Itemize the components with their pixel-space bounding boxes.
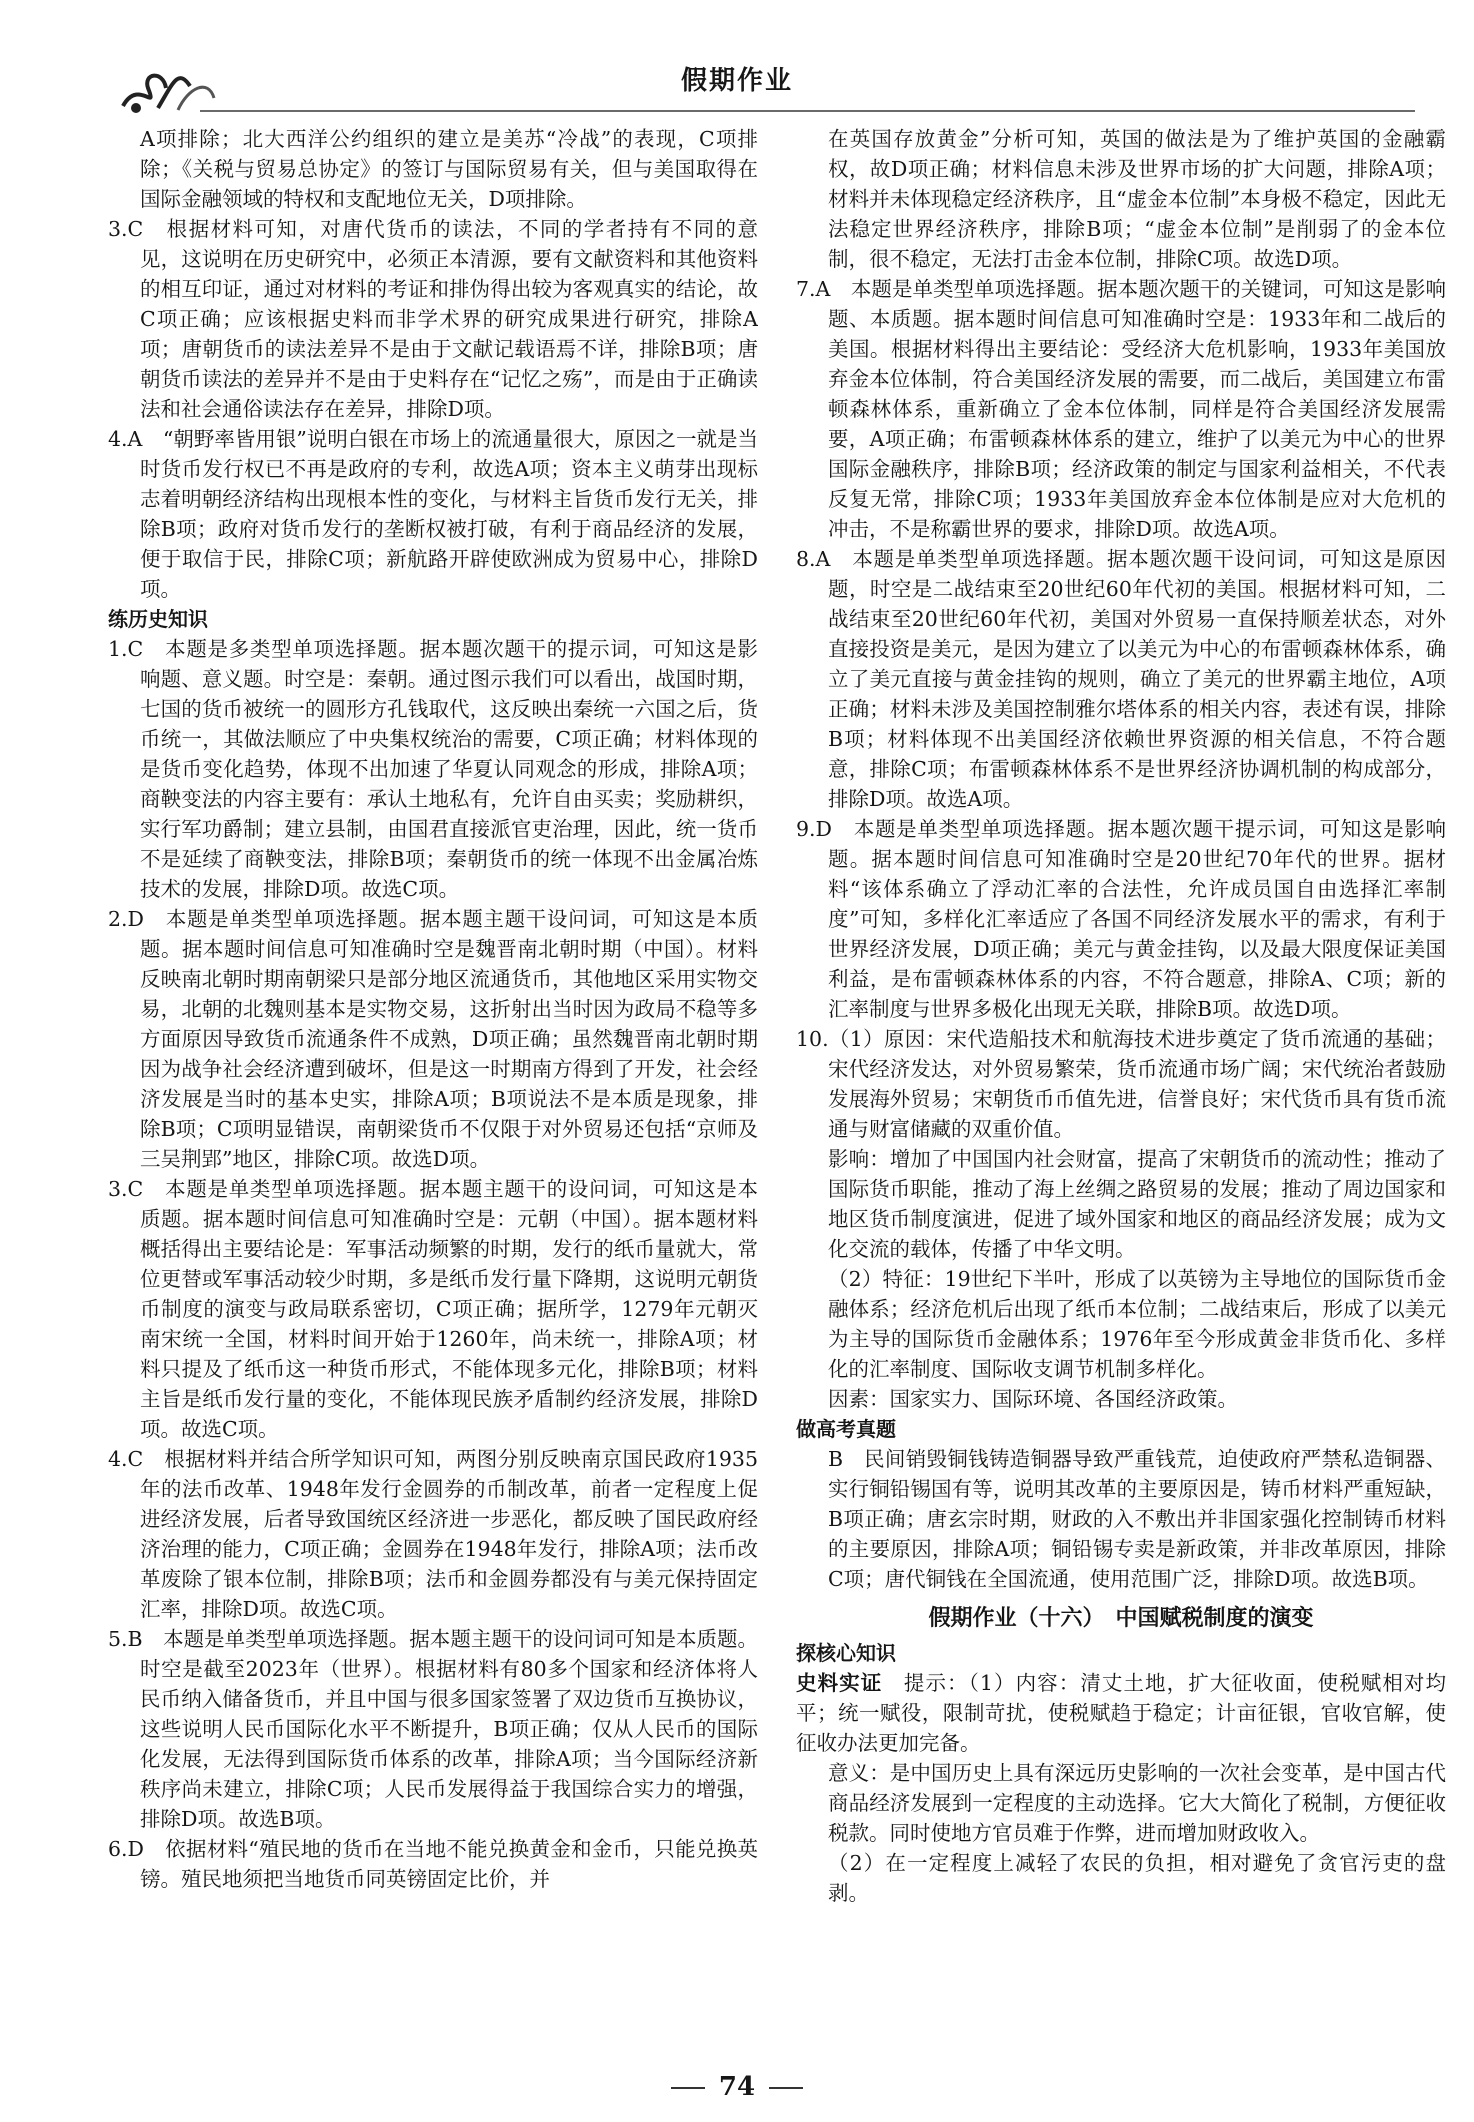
evidence-label: 史料实证 xyxy=(796,1671,883,1695)
practice-answer-6: 6.D 依据材料“殖民地的货币在当地不能兑换黄金和金币，只能兑换英镑。殖民地须把当地货币同英镑固定比价，并 xyxy=(108,1837,758,1891)
header-divider xyxy=(200,110,1415,112)
answer-4: 4.A “朝野率皆用银”说明白银在市场上的流通量很大，原因之一就是当时货币发行权已不再是政府的专利，故选A项；资本主义萌芽出现标志着明朝经济结构出现根本性的变化，与材料主旨货币发行无关，排除B项；政府对货币发行的垄断权被打破，有利于商品经济的发展，便于取信于民，排除C项；新航路开辟使欧洲成为贸易中心，排除D项。 xyxy=(108,427,758,601)
evidence-hint xyxy=(796,1668,1446,1758)
practice-answer-9: 9.D 本题是单类型单项选择题。据本题次题干提示词，可知这是影响题。据本题时间信息可知准确时空是20世纪70年代的世界。据材料“该体系确立了浮动汇率的合法性，允许成员国自由选择汇率制度”可知，多样化汇率适应了各国不同经济发展水平的需求，有利于世界经济发展，D项正确；美元与黄金挂钩，以及最大限度保证美国利益，是布雷顿森林体系的内容，不符合题意，排除A、C项；新的汇率制度与世界多极化出现无关联，排除B项。故选D项。 xyxy=(796,817,1446,1021)
practice-answer-10-factors: 因素：国家实力、国际环境、各国经济政策。 xyxy=(828,1387,1238,1411)
practice-answer-8: 8.A 本题是单类型单项选择题。据本题次题干设问词，可知这是原因题，时空是二战结束至20世纪60年代初的美国。根据材料可知，二战结束至20世纪60年代初，美国对外贸易一直保持顺差状态，对外直接投资是美元，是因为建立了以美元为中心的布雷顿森林体系，确立了美元直接与黄金挂钩的规则，确立了美元的世界霸主地位，A项正确；材料未涉及美国控制雅尔塔体系的相关内容，表述有误，排除B项；材料体现不出美国经济依赖世界资源的相关信息，不符合题意，排除C项；布雷顿森林体系不是世界经济协调机制的构成部分，排除D项。故选A项。 xyxy=(796,547,1446,811)
practice-answer-10-part2: （2）特征：19世纪下半叶，形成了以英镑为主导地位的国际货币金融体系；经济危机后出现了纸币本位制；二战结束后，形成了以美元为主导的国际货币金融体系；1976年至今形成黄金非货币化、多样化的汇率制度、国际收支调节机制多样化。 xyxy=(828,1267,1446,1381)
section-heading-practice: 练历史知识 xyxy=(108,607,208,631)
evidence-part2: （2）在一定程度上减轻了农民的负担，相对避免了贪官污吏的盘剥。 xyxy=(828,1851,1446,1905)
section-heading-core: 探核心知识 xyxy=(796,1641,896,1665)
significance-text: 意义：是中国历史上具有深远历史影响的一次社会变革，是中国古代商品经济发展到一定程度的主动选择。它大大简化了税制，方便征收税款。同时使地方官员难于作弊，进而增加财政收入。 xyxy=(828,1761,1446,1845)
chapter-title: 假期作业（十六） 中国赋税制度的演变 xyxy=(928,1606,1314,1631)
practice-answer-5: 5.B 本题是单类型单项选择题。据本题主题干的设问词可知是本质题。时空是截至2023年（世界）。根据材料有80多个国家和经济体将人民币纳入储备货币，并且中国与很多国家签署了双边货币互换协议，这些说明人民币国际化水平不断提升，B项正确；仅从人民币的国际化发展，无法得到国际货币体系的改革，排除A项；当今国际经济新秩序尚未建立，排除C项；人民币发展得益于我国综合实力的增强，排除D项。故选B项。 xyxy=(108,1627,758,1831)
answer-3: 3.C 根据材料可知，对唐代货币的读法，不同的学者持有不同的意见，这说明在历史研究中，必须正本清源，要有文献资料和其他资料的相互印证，通过对材料的考证和排伪得出较为客观真实的结论，故C项正确；应该根据史料而非学术界的研究成果进行研究，排除A项；唐朝货币的读法差异不是由于文献记载语焉不详，排除B项；唐朝货币读法的差异并不是由于史料存在“记忆之殇”，而是由于正确读法和社会通俗读法存在差异，排除D项。 xyxy=(108,217,758,421)
practice-answer-10-impact: 影响：增加了中国国内社会财富，提高了宋朝货币的流动性；推动了国际货币职能，推动了海上丝绸之路贸易的发展；推动了周边国家和地区货币制度演进，促进了域外国家和地区的商品经济发展；成为文化交流的载体，传播了中华文明。 xyxy=(828,1147,1446,1261)
page-header xyxy=(0,0,1474,120)
answer-continuation: A项排除；北大西洋公约组织的建立是美苏“冷战”的表现，C项排除；《关税与贸易总协定》的签订与国际贸易有关，但与美国取得在国际金融领域的特权和支配地位无关，D项排除。 xyxy=(140,127,758,211)
practice-answer-7: 7.A 本题是单类型单项选择题。据本题次题干的关键词，可知这是影响题、本质题。据本题时间信息可知准确时空是：1933年和二战后的美国。根据材料得出主要结论：受经济大危机影响，1933年美国放弃金本位体制，符合美国经济发展的需要，而二战后，美国建立布雷顿森林体系，重新确立了金本位体制，同样是符合美国经济发展需要，A项正确；布雷顿森林体系的建立，维护了以美元为中心的世界国际金融秩序，排除B项；经济政策的制定与国家利益相关，不代表反复无常，排除C项；1933年美国放弃金本位体制是应对大危机的冲击，不是称霸世界的要求，排除D项。故选A项。 xyxy=(796,277,1446,541)
page-title: 假期作业 xyxy=(680,66,793,96)
section-heading-exam: 做高考真题 xyxy=(796,1417,896,1441)
practice-answer-2: 2.D 本题是单类型单项选择题。据本题主题干设问词，可知这是本质题。据本题时间信息可知准确时空是魏晋南北朝时期（中国）。材料反映南北朝时期南朝梁只是部分地区流通货币，其他地区采用实物交易，北朝的北魏则基本是实物交易，这折射出当时因为政局不稳等多方面原因导致货币流通条件不成熟，D项正确；虽然魏晋南北朝时期因为战争社会经济遭到破坏，但是这一时期南方得到了开发，社会经济发展是当时的基本史实，排除A项；B项说法不是本质是现象，排除B项；C项明显错误，南朝梁货币不仅限于对外贸易还包括“京师及三吴荆郢”地区，排除C项。故选D项。 xyxy=(108,907,758,1171)
exam-answer: B 民间销毁铜钱铸造铜器导致严重钱荒，迫使政府严禁私造铜器、实行铜铅锡国有等，说明其改革的主要原因是，铸币材料严重短缺，B项正确；唐玄宗时期，财政的入不敷出并非国家强化控制铸币材料的主要原因，排除A项；铜铅锡专卖是新政策，并非改革原因，排除C项；唐代铜钱在全国流通，使用范围广泛，排除D项。故选B项。 xyxy=(828,1447,1446,1591)
page-footer xyxy=(0,2072,1474,2102)
answer-6-continuation: 在英国存放黄金”分析可知，英国的做法是为了维护英国的金融霸权，故D项正确；材料信息未涉及世界市场的扩大问题，排除A项；材料并未体现稳定经济秩序，且“虚金本位制”本身极不稳定，因此无法稳定世界经济秩序，排除B项；“虚金本位制”是削弱了的金本位制，很不稳定，无法打击金本位制，排除C项。故选D项。 xyxy=(828,127,1446,271)
left-column xyxy=(108,124,758,2054)
practice-answer-1: 1.C 本题是多类型单项选择题。据本题次题干的提示词，可知这是影响题、意义题。时空是：秦朝。通过图示我们可以看出，战国时期，七国的货币被统一的圆形方孔钱取代，这反映出秦统一六国之后，货币统一，其做法顺应了中央集权统治的需要，C项正确；材料体现的是货币变化趋势，体现不出加速了华夏认同观念的形成，排除A项；商鞅变法的内容主要有：承认土地私有，允许自由买卖；奖励耕织，实行军功爵制；建立县制，由国君直接派官吏治理，因此，统一货币不是延续了商鞅变法，排除B项；秦朝货币的统一体现不出金属冶炼技术的发展，排除D项。故选C项。 xyxy=(108,637,758,901)
practice-answer-10-part1: 10.（1）原因：宋代造船技术和航海技术进步奠定了货币流通的基础；宋代经济发达，对外贸易繁荣，货币流通市场广阔；宋代统治者鼓励发展海外贸易；宋朝货币币值先进，信誉良好；宋代货币具有货币流通与财富储藏的双重价值。 xyxy=(796,1027,1446,1141)
right-column xyxy=(796,124,1446,2054)
page-number: 74 xyxy=(718,2072,756,2102)
evidence-text: 提示：（1）内容：清丈土地，扩大征收面，使税赋相对均平；统一赋役，限制苛扰，使税赋趋于稳定；计亩征银，官收官解，使征收办法更加完备。 xyxy=(796,1671,1446,1755)
practice-answer-3: 3.C 本题是单类型单项选择题。据本题主题干的设问词，可知这是本质题。据本题时间信息可知准确时空是：元朝（中国）。据本题材料概括得出主要结论是：军事活动频繁的时期，发行的纸币量就大，常位更替或军事活动较少时期，多是纸币发行量下降期，这说明元朝货币制度的演变与政局联系密切，C项正确；据所学，1279年元朝灭南宋统一全国，材料时间开始于1260年，尚未统一，排除A项；材料只提及了纸币这一种货币形式，不能体现多元化，排除B项；材料主旨是纸币发行量的变化，不能体现民族矛盾制约经济发展，排除D项。故选C项。 xyxy=(108,1177,758,1441)
practice-answer-4: 4.C 根据材料并结合所学知识可知，两图分别反映南京国民政府1935年的法币改革、1948年发行金圆券的币制改革，前者一定程度上促进经济发展，后者导致国统区经济进一步恶化，都反映了国民政府经济治理的能力，C项正确；金圆券在1948年发行，排除A项；法币改革废除了银本位制，排除B项；法币和金圆券都没有与美元保持固定汇率，排除D项。故选C项。 xyxy=(108,1447,758,1621)
